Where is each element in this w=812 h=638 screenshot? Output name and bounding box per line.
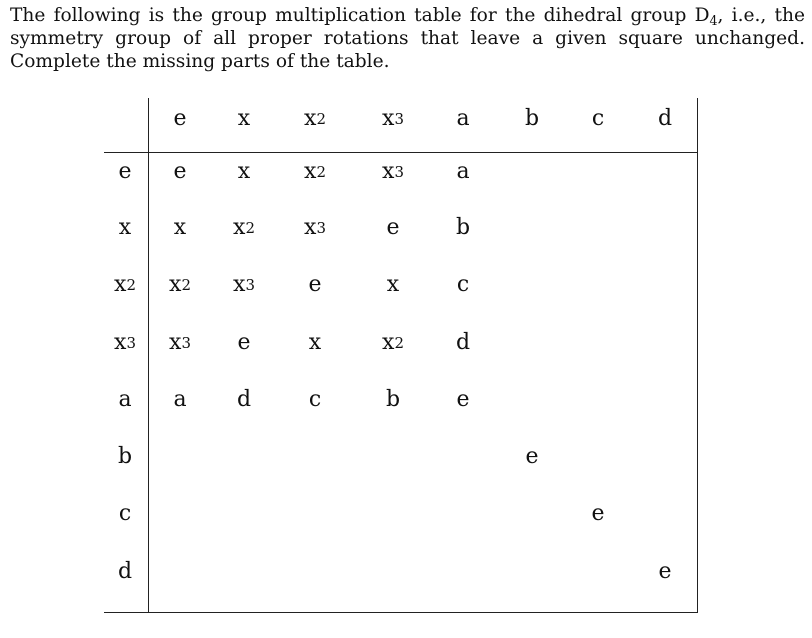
- table-cell: [150, 152, 210, 192]
- table-cell: [150, 552, 210, 592]
- cell-base: x: [386, 272, 400, 297]
- table-cell: [150, 494, 210, 534]
- column-header: [150, 99, 210, 139]
- table-cell: [363, 437, 423, 477]
- cell-base: d: [657, 106, 673, 131]
- table-cell: [363, 208, 423, 248]
- problem-text: [10, 4, 805, 73]
- table-cell: [502, 323, 562, 363]
- table-cell: [433, 437, 493, 477]
- table-cell: x 3: [382, 159, 404, 184]
- table-cell: [363, 494, 423, 534]
- cell-base: a: [456, 159, 470, 184]
- row-header: x 3: [114, 330, 136, 355]
- cell-base: x: [173, 215, 187, 240]
- table-cell: [214, 323, 274, 363]
- table-cell: [568, 552, 628, 592]
- table-cell: [363, 380, 423, 420]
- table-cell: [433, 552, 493, 592]
- column-header: [502, 99, 562, 139]
- column-header: x 3: [382, 106, 404, 131]
- table-cell: [214, 494, 274, 534]
- cell-base: c: [308, 387, 322, 412]
- table-right-border: [697, 98, 698, 613]
- cell-base: x: [233, 215, 246, 240]
- table-cell: [285, 265, 345, 305]
- table-cell: [502, 494, 562, 534]
- table-cell: [635, 265, 695, 305]
- cell-base: e: [118, 159, 132, 184]
- cell-base: e: [386, 215, 400, 240]
- row-header: [95, 494, 155, 534]
- row-header: [95, 208, 155, 248]
- table-cell: [568, 380, 628, 420]
- row-header: x 2: [114, 272, 136, 297]
- table-cell: [150, 380, 210, 420]
- table-cell: [502, 265, 562, 305]
- table-cell: [433, 265, 493, 305]
- cell-base: b: [117, 444, 133, 469]
- table-cell: [363, 552, 423, 592]
- table-cell: [433, 494, 493, 534]
- table-cell: [433, 323, 493, 363]
- cell-base: c: [591, 106, 605, 131]
- cell-base: d: [236, 387, 252, 412]
- cell-base: x: [237, 106, 251, 131]
- table-cell: x 3: [304, 215, 326, 240]
- cell-base: c: [118, 501, 132, 526]
- cell-base: x: [382, 159, 395, 184]
- cell-base: e: [308, 272, 322, 297]
- cell-base: a: [456, 106, 470, 131]
- table-cell: [285, 494, 345, 534]
- table-cell: [635, 494, 695, 534]
- table-cell: [635, 437, 695, 477]
- cell-base: x: [118, 215, 132, 240]
- cell-base: e: [173, 106, 187, 131]
- cell-base: x: [304, 159, 317, 184]
- cell-base: x: [114, 330, 127, 355]
- column-header: [635, 99, 695, 139]
- cell-base: a: [173, 387, 187, 412]
- cell-base: x: [114, 272, 127, 297]
- table-cell: x 3: [233, 272, 255, 297]
- cell-base: e: [525, 444, 539, 469]
- table-cell: [214, 552, 274, 592]
- table-cell: [502, 437, 562, 477]
- row-header: [95, 380, 155, 420]
- table-cell: [214, 152, 274, 192]
- cell-base: x: [233, 272, 246, 297]
- column-header: [568, 99, 628, 139]
- cell-base: x: [304, 106, 317, 131]
- table-cell: [635, 208, 695, 248]
- table-cell: [568, 323, 628, 363]
- table-cell: [433, 152, 493, 192]
- table-cell: [433, 380, 493, 420]
- cell-base: e: [658, 559, 672, 584]
- table-cell: x 2: [233, 215, 255, 240]
- table-cell: [433, 208, 493, 248]
- table-cell: [635, 323, 695, 363]
- column-header: x 2: [304, 106, 326, 131]
- table-cell: [568, 208, 628, 248]
- cell-base: e: [456, 387, 470, 412]
- cell-base: b: [455, 215, 471, 240]
- table-bottom-border: [104, 612, 698, 613]
- table-cell: x 2: [304, 159, 326, 184]
- table-cell: [285, 552, 345, 592]
- row-header: [95, 152, 155, 192]
- column-header: [214, 99, 274, 139]
- table-cell: [568, 152, 628, 192]
- cell-base: x: [237, 159, 251, 184]
- cell-base: a: [118, 387, 132, 412]
- cell-base: x: [169, 330, 182, 355]
- table-cell: [635, 380, 695, 420]
- row-header: [95, 552, 155, 592]
- cell-base: e: [173, 159, 187, 184]
- table-cell: [214, 380, 274, 420]
- table-cell: x 2: [382, 330, 404, 355]
- cell-base: x: [382, 106, 395, 131]
- table-cell: [568, 494, 628, 534]
- table-cell: [285, 437, 345, 477]
- table-cell: [502, 152, 562, 192]
- table-cell: [363, 265, 423, 305]
- table-cell: [214, 437, 274, 477]
- intro-text-1: The following is the group multiplication table for the dihedral group D: [10, 5, 710, 26]
- cell-base: e: [591, 501, 605, 526]
- cell-base: c: [456, 272, 470, 297]
- table-cell: x 3: [169, 330, 191, 355]
- table-cell: [568, 437, 628, 477]
- problem-statement: [10, 4, 805, 73]
- table-cell: [568, 265, 628, 305]
- intro-text-2: , i.e., the symmetry group of all proper rotations that leave a given square unchanged. Complete the missing parts of the table.: [10, 5, 805, 72]
- cell-base: b: [524, 106, 540, 131]
- cell-base: d: [455, 330, 471, 355]
- cell-base: x: [169, 272, 182, 297]
- table-cell: [502, 552, 562, 592]
- row-header: [95, 437, 155, 477]
- column-header: [433, 99, 493, 139]
- table-cell: [285, 380, 345, 420]
- cell-base: e: [237, 330, 251, 355]
- table-cell: [285, 323, 345, 363]
- group-subscript: 4: [709, 12, 718, 28]
- cell-base: b: [385, 387, 401, 412]
- cell-base: x: [304, 215, 317, 240]
- cell-base: d: [117, 559, 133, 584]
- table-cell: [502, 208, 562, 248]
- table-cell: [150, 208, 210, 248]
- cell-base: x: [382, 330, 395, 355]
- table-cell: x 2: [169, 272, 191, 297]
- table-cell: [635, 552, 695, 592]
- table-cell: [150, 437, 210, 477]
- table-cell: [502, 380, 562, 420]
- table-cell: [635, 152, 695, 192]
- cell-base: x: [308, 330, 322, 355]
